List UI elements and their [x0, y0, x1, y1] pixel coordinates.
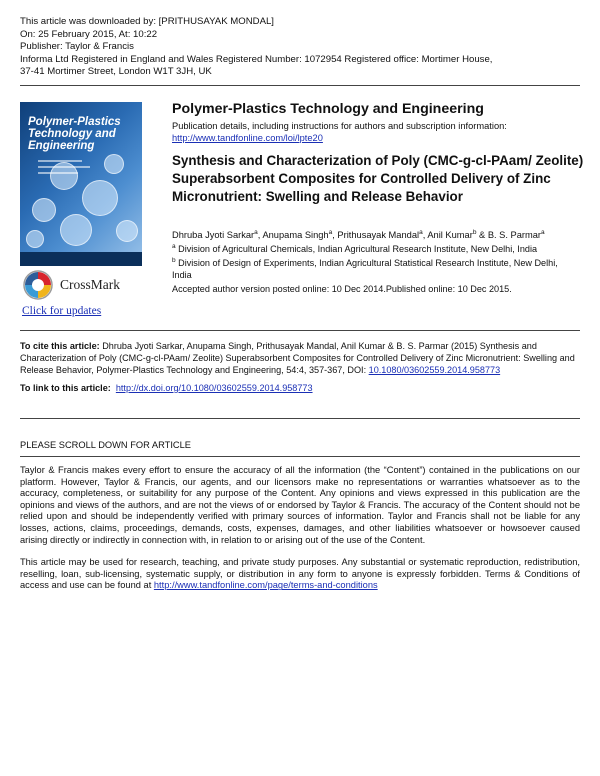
citation-text: Dhruba Jyoti Sarkar, Anupama Singh, Prithusayak Mandal, Anil Kumar & B. S. Parmar (2015) Synthesis and Characterization of Poly (CMC-g-cl-PAam/ Zeolite) Superabsorbent Composites for Controlled Delivery of Zinc Micronutrient: Swelling and Release Behavior, Polymer-Plastics Technology and Engineering, 54:4, 357-367, DOI:	[20, 341, 575, 375]
link-label: To link to this article:	[20, 383, 111, 393]
terms-link[interactable]: http://www.tandfonline.com/page/terms-and-conditions	[153, 580, 378, 591]
disclaimer-paragraph-1: Taylor & Francis makes every effort to ensure the accuracy of all the information (the “Content”) contained in the publications on our platform. However, Taylor & Francis, our agents, and our licensors make no representations or warranties whatsoever as to the accuracy, completeness, or suitability for any purpose of the Content. Any opinions and views expressed in this publication are the opinions and views of the authors, and are not the views of or endorsed by Taylor & Francis. The accuracy of the Content should not be relied upon and should be independently verified with primary sources of information. Taylor and Francis shall not be liable for any losses, actions, claims, proceedings, demands, costs, expenses, damages, and other liabilities whatsoever or howsoever caused arising directly or indirectly in connection with, in relation to or arising out of the use of the Content.	[20, 465, 580, 545]
scroll-notice: PLEASE SCROLL DOWN FOR ARTICLE	[20, 440, 192, 450]
crossmark-label[interactable]: CrossMark	[60, 277, 120, 292]
author-list: Dhruba Jyoti Sarkar$^a$, Anupama Singh$^a$, Prithusayak Mandal$^a$, Anil Kumar$^b$ & B. S. Parmar$^a$	[172, 228, 545, 240]
download-header	[20, 16, 580, 79]
cite-label: To cite this article:	[20, 341, 100, 351]
affiliation-a: $^a$ Division of Agricultural Chemicals, Indian Agricultural Research Institute, New Delhi, India	[172, 242, 538, 254]
journal-url-link[interactable]: http://www.tandfonline.com/loi/lpte20	[172, 133, 323, 143]
registration-line-1: Informa Ltd Registered in England and Wales Registered Number: 1072954 Registered office: Mortimer House,	[20, 53, 493, 65]
downloaded-by: This article was downloaded by: [PRITHUSAYAK MONDAL]	[20, 16, 274, 27]
citation-block	[20, 340, 580, 394]
click-for-updates-link[interactable]: Click for updates	[22, 305, 102, 317]
journal-title: Polymer-Plastics Technology and Engineering	[172, 101, 484, 117]
author-name: Prithusayak Mandal	[337, 230, 420, 240]
download-date: On: 25 February 2015, At: 10:22	[20, 28, 158, 40]
article-link[interactable]: http://dx.doi.org/10.1080/03602559.2014.958773	[115, 383, 313, 393]
citation-divider-bottom	[20, 418, 580, 419]
publisher: Publisher: Taylor & Francis	[20, 41, 134, 53]
header-divider	[20, 85, 580, 86]
author-name: Anupama Singh	[262, 230, 329, 240]
author-name: Dhruba Jyoti Sarkar	[172, 230, 255, 240]
journal-cover-image	[20, 102, 142, 266]
affiliation-b: $^b$ Division of Design of Experiments, Indian Agricultural Statistical Research Institute, New Delhi, India	[172, 256, 558, 280]
cover-title: Polymer-Plastics Technology and Engineering	[28, 116, 121, 152]
registration-line-2: 37-41 Mortimer Street, London W1T 3JH, UK	[20, 66, 212, 78]
author-name: B. S. Parmar	[487, 230, 542, 240]
scroll-divider	[20, 456, 580, 457]
article-title: Synthesis and Characterization of Poly (CMC-g-cl-PAam/ Zeolite) Superabsorbent Composites for Controlled Delivery of Zinc Micronutrient: Swelling and Release Behavior	[172, 153, 584, 204]
author-name: Anil Kumar	[427, 230, 473, 240]
disclaimer	[20, 465, 580, 603]
doi-link[interactable]: 10.1080/03602559.2014.958773	[368, 365, 501, 375]
publication-details: Publication details, including instructions for authors and subscription information: http://www.tandfonline.com/loi/lpte20	[172, 121, 507, 143]
citation-divider-top	[20, 330, 580, 331]
disclaimer-paragraph-2: This article may be used for research, teaching, and private study purposes. Any substantial or systematic reproduction, redistribution, reselling, loan, sub-licensing, systematic supply, or distribution in any form to anyone is expressly forbidden. Terms & Conditions of access and use can be found at http://www.tandfonline.com/page/terms-and-conditions	[20, 557, 580, 591]
publication-dates: Accepted author version posted online: 10 Dec 2014.Published online: 10 Dec 2015.	[172, 284, 512, 294]
